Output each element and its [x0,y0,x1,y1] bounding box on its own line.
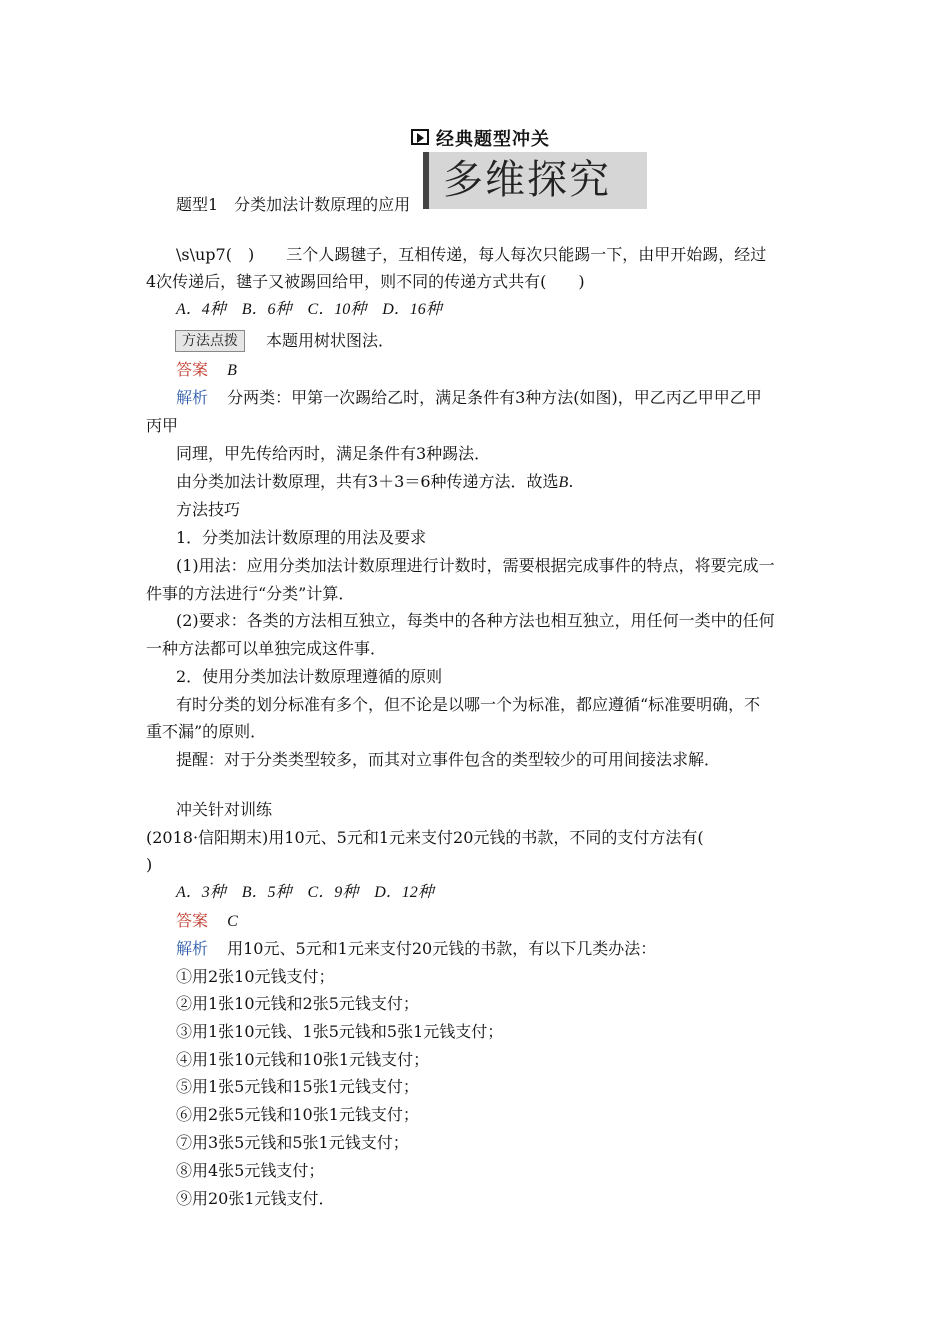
problem-stem-line1: \s\up7( ) 三个人踢毽子，互相传递，每人每次只能踢一下，由甲开始踢，经过 [176,245,767,264]
answer-label: 答案 [176,360,209,379]
method-reminder: 提醒：对于分类类型较多，而其对立事件包含的类型较少的可用间接法求解． [176,750,721,769]
training-analysis-intro: 用10元、5元和1元来支付20元钱的书款，有以下几类办法： [227,939,657,958]
play-icon [411,129,429,145]
answer-value: B [227,362,237,379]
list-item: ⑨用20张1元钱支付． [176,1189,335,1208]
list-item: ⑤用1张5元钱和15张1元钱支付； [176,1077,419,1096]
analysis-line3: 同理，甲先传给丙时，满足条件有3种踢法． [176,444,491,463]
list-item: ③用1张10元钱、1张5元钱和5张1元钱支付； [176,1022,504,1041]
method-item2-line2: 重不漏”的原则． [146,722,267,741]
problem-options: A．4种 B．6种 C．10种 D．16种 [176,301,442,318]
method-item1-b-line1: (2)要求：各类的方法相互独立，每类中的各种方法也相互独立，用任何一类中的任何 [176,611,775,630]
section-title: 题型1 分类加法计数原理的应用 [176,195,411,214]
analysis-line4-choice: B [558,474,569,491]
analysis-line4-end: . [568,472,574,491]
method-title: 方法技巧 [176,500,241,519]
method-tip-text: 本题用树状图法． [266,331,395,350]
analysis-label: 解析 [176,388,209,407]
method-item1-a-line2: 件事的方法进行“分类”计算． [146,584,355,603]
list-item: ①用2张10元钱支付； [176,967,335,986]
analysis-line1: 分两类：甲第一次踢给乙时，满足条件有3种方法(如图)，甲乙丙乙甲甲乙甲 [227,388,762,407]
list-item: ④用1张10元钱和10张1元钱支付； [176,1050,430,1069]
training-answer-row [176,911,238,932]
list-item: ⑥用2张5元钱和10张1元钱支付； [176,1105,419,1124]
method-item1-b-line2: 一种方法都可以单独完成这件事． [146,639,387,658]
method-item2-title: 2．使用分类加法计数原理遵循的原则 [176,667,443,686]
training-stem-line2: ) [146,855,153,874]
answer-row [176,360,237,381]
banner-heading: 多维探究 [443,157,611,203]
analysis-line2: 丙甲 [146,416,179,435]
training-analysis-row [176,939,656,959]
banner-title: 经典题型冲关 [436,129,550,150]
training-analysis-label: 解析 [176,939,209,958]
analysis-line4 [176,472,573,493]
list-item: ⑧用4张5元钱支付； [176,1161,325,1180]
training-answer-value: C [227,913,238,930]
analysis-row [176,388,762,408]
training-answer-label: 答案 [176,911,209,930]
analysis-line4-text: 由分类加法计数原理，共有3＋3＝6种传递方法．故选 [176,472,559,491]
method-item1-a-line1: (1)用法：应用分类加法计数原理进行计数时，需要根据完成事件的特点，将要完成一 [176,556,775,575]
training-options: A．3种 B．5种 C．9种 D．12种 [176,884,434,901]
training-stem-line1: (2018·信阳期末)用10元、5元和1元来支付20元钱的书款，不同的支付方法有( [146,828,704,847]
method-tip-tag: 方法点拨 [175,330,245,352]
problem-stem-line2: 4次传递后，毽子又被踢回给甲，则不同的传递方式共有( ) [146,272,585,291]
list-item: ⑦用3张5元钱和5张1元钱支付； [176,1133,409,1152]
list-item: ②用1张10元钱和2张5元钱支付； [176,994,419,1013]
method-item1-title: 1．分类加法计数原理的用法及要求 [176,528,427,547]
training-title: 冲关针对训练 [176,800,273,819]
method-item2-line1: 有时分类的划分标准有多个，但不论是以哪一个为标准，都应遵循“标准要明确，不 [176,695,761,714]
